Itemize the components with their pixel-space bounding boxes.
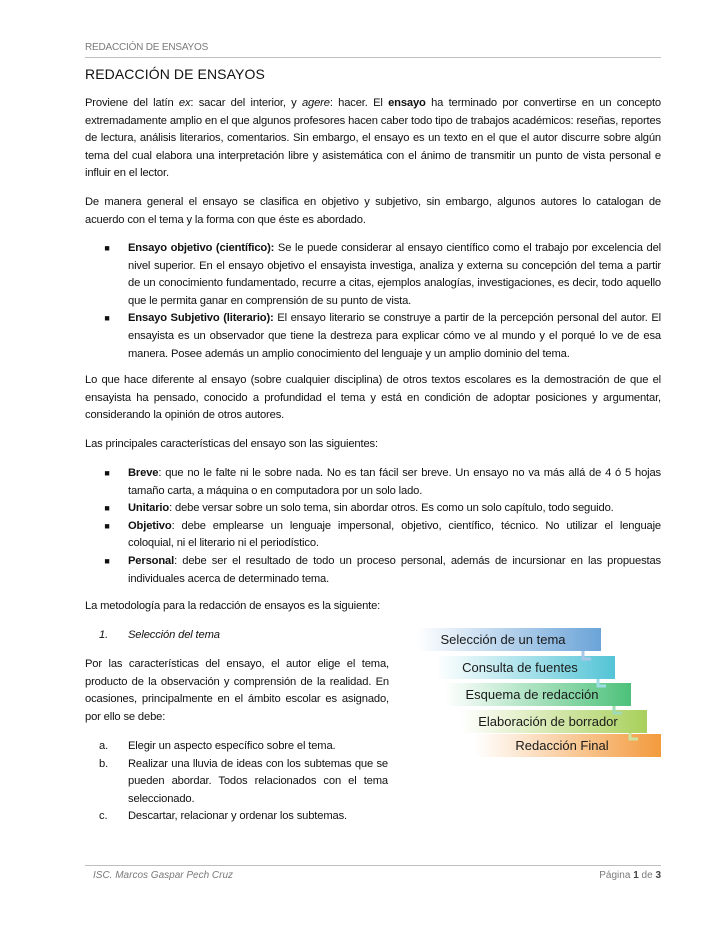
intro-text: : sacar del interior, y [190, 97, 302, 109]
essay-process-diagram [405, 623, 665, 758]
footer-divider [85, 865, 661, 866]
topic-substeps-list [85, 738, 445, 826]
diagram-step: Elaboración de borrador [449, 710, 647, 733]
list-item: ■ Ensayo objetivo (científico): Se le puede considerar al ensayo científico como el trabajo por excelencia del nivel superior. En el ensayo objetivo el ensayista investiga, analiza y externa su concepción del tema a partir de un conocimiento fundamentado, recurre a citas, ejemplos analogías, investigaciones, es decir, todo aquello que le permita ganar en comprensión de su punto de vista. [85, 240, 661, 310]
bullet-icon: ■ [104, 555, 110, 566]
intro-text: ha terminado por convertirse en un concepto extremadamente amplio en el que algunos profesores hacen caber todo tipo de trabajos académicos: reseñas, reportes de lectura, análisis literarios, comentarios. Sin embargo, el ensayo es un texto en el que el autor discurre sobre algún tema del cual elabora una interpretación libre y asistemática con el ánimo de transmitir un punto de vista personal e influir en el lector. [85, 97, 661, 180]
list-item: 1. Selección del tema [99, 629, 220, 641]
document-title: REDACCIÓN DE ENSAYOS [85, 66, 265, 82]
intro-text: : hacer. El [329, 97, 389, 109]
classification-paragraph: De manera general el ensayo se clasifica en objetivo y subjetivo, sin embargo, algunos autores lo catalogan de acuerdo con el tema y la forma con que éste es abordado. [85, 196, 661, 226]
diagram-connectors [405, 623, 665, 758]
intro-text: Proviene del latín [85, 97, 179, 109]
method-steps-list [85, 627, 385, 645]
footer-author: ISC. Marcos Gaspar Pech Cruz [93, 870, 234, 881]
header-divider [85, 57, 661, 58]
intro-term-ensayo: ensayo [388, 97, 426, 109]
bullet-icon: ■ [104, 520, 110, 531]
bullet-icon: ■ [104, 313, 110, 324]
diagram-step: Selección de un tema [405, 628, 601, 651]
list-item: ■ Breve: que no le falte ni le sobre nada. No es tan fácil ser breve. Un ensayo no va más allá de 4 ó 5 hojas tamaño carta, a máquina o en computadora por un solo lado. [85, 465, 661, 500]
list-item: b. Realizar una lluvia de ideas con los subtemas que se pueden abordar. Todos relacionados con el tema seleccionado. [99, 757, 388, 805]
list-item: ■ Unitario: debe versar sobre un solo tema, sin abordar otros. Es como un solo capítulo, todo seguido. [85, 500, 661, 518]
list-item: ■ Personal: debe ser el resultado de todo un proceso personal, además de incursionar en las propuestas individuales acerca de determinado tema. [85, 553, 661, 588]
list-item: ■ Ensayo Subjetivo (literario): El ensayo literario se construye a partir de la percepción personal del autor. El ensayista es un observador que tiene la destreza para explicar cómo ve al mundo y el porqué lo ve de esa manera. Posee además un amplio conocimiento del lenguaje y un amplio dominio del tema. [85, 310, 661, 363]
bullet-icon: ■ [104, 503, 110, 514]
running-header: REDACCIÓN DE ENSAYOS [85, 42, 209, 53]
topic-selection-paragraph: Por las características del ensayo, el autor elige el tema, producto de la observación y comprensión de la realidad. En ocasiones, principalmente en el ámbito escolar es asignado, por ello se debe: [85, 658, 389, 723]
diagram-step: Redacción Final [463, 734, 661, 757]
features-list [85, 465, 661, 588]
list-item: a. Elegir un aspecto específico sobre el tema. [99, 740, 336, 752]
connector-arrow-icon [598, 679, 606, 686]
method-intro: La metodología para la redacción de ensayos es la siguiente: [85, 600, 381, 612]
intro-term-ex: ex [178, 97, 191, 109]
connector-arrow-icon [614, 706, 622, 713]
essay-types-list [85, 240, 661, 363]
difference-paragraph: Lo que hace diferente al ensayo (sobre cualquier disciplina) de otros textos escolares es la demostración de que el ensayista ha pensado, conocido a profundidad el tema y está en condición de adoptar posiciones y argumentar, considerando la opinión de otros autores. [85, 374, 661, 422]
intro-term-agere: agere [301, 97, 330, 109]
features-intro: Las principales características del ensayo son las siguientes: [85, 438, 378, 450]
diagram-step: Consulta de fuentes [425, 656, 615, 679]
connector-arrow-icon [583, 651, 591, 659]
list-item: ■ Objetivo: debe emplearse un lenguaje impersonal, objetivo, científico, técnico. No utilizar el lenguaje coloquial, ni el literario ni el periodístico. [85, 518, 661, 553]
connector-arrow-icon [630, 733, 638, 739]
list-item: c. Descartar, relacionar y ordenar los subtemas. [99, 810, 347, 823]
bullet-icon: ■ [104, 243, 110, 253]
bullet-icon: ■ [104, 468, 110, 478]
intro-paragraph [85, 95, 661, 183]
footer-page-number: Página 1 de 3 [599, 870, 661, 881]
diagram-step: Esquema de redacción [433, 683, 631, 706]
